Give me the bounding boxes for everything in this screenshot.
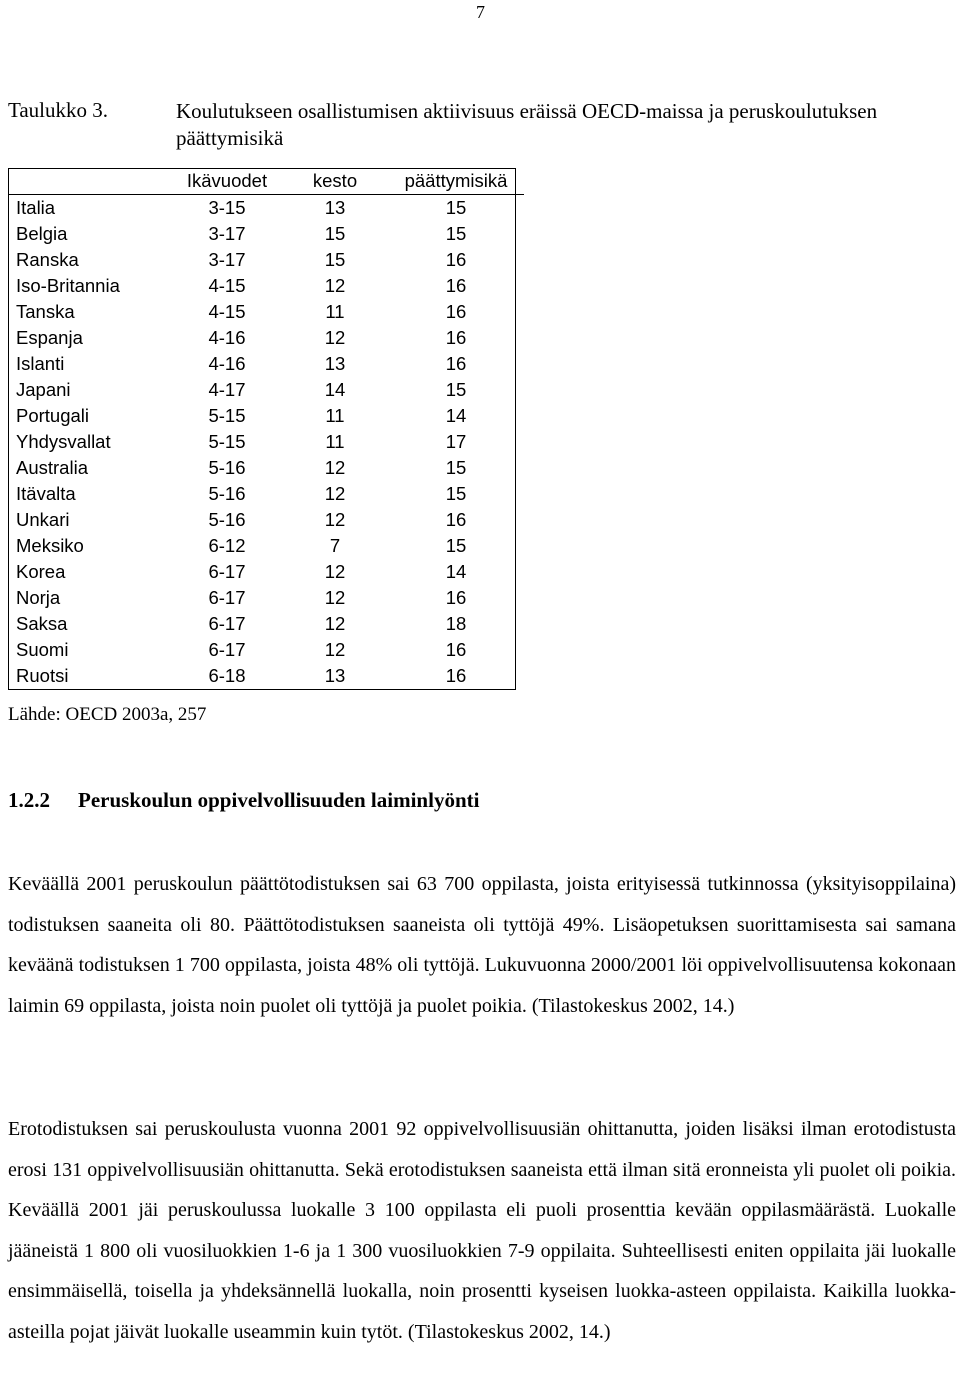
value-cell: 4-17 [208,379,246,400]
value-cell: 12 [324,483,346,504]
section-heading: Peruskoulun oppivelvollisuuden laiminlyönti [78,788,480,812]
country-cell: Ruotsi [16,665,69,686]
value-cell: 16 [445,665,467,686]
value-cell: 15 [445,483,467,504]
table-row [8,559,524,585]
value-cell: 5-16 [208,509,246,530]
value-cell: 5-15 [208,405,246,426]
value-cell: 6-17 [208,587,246,608]
column-header: Ikävuodet [172,168,282,195]
country-cell: Tanska [16,301,75,322]
value-cell: 12 [324,561,346,582]
table-row [8,507,524,533]
table-row [8,351,524,377]
value-cell: 12 [324,613,346,634]
table-row [8,273,524,299]
country-cell: Meksiko [16,535,84,556]
value-cell: 5-16 [208,483,246,504]
value-cell: 13 [324,353,346,374]
value-cell: 3-17 [208,223,246,244]
value-cell: 4-15 [208,301,246,322]
country-cell: Saksa [16,613,68,634]
value-cell: 3-15 [208,197,246,218]
value-cell: 12 [324,639,346,660]
value-cell: 4-16 [208,353,246,374]
country-cell: Portugali [16,405,90,426]
table-row [8,637,524,663]
table-body [8,168,524,689]
value-cell: 12 [324,275,346,296]
country-cell: Islanti [16,353,65,374]
table-row [8,325,524,351]
country-cell: Espanja [16,327,83,348]
country-cell: Itävalta [16,483,76,504]
value-cell: 14 [445,405,467,426]
value-cell: 4-15 [208,275,246,296]
country-cell: Unkari [16,509,70,530]
value-cell: 16 [445,509,467,530]
table-header-row [8,168,524,195]
country-cell: Suomi [16,639,69,660]
value-cell: 15 [324,223,346,244]
value-cell: 7 [329,535,341,556]
value-cell: 15 [445,379,467,400]
value-cell: 15 [445,457,467,478]
table-caption-title: Koulutukseen osallistumisen aktiivisuus eräissä OECD-maissa ja peruskoulutuksen päättymisikä [176,99,878,150]
value-cell: 11 [325,405,345,426]
country-cell: Italia [16,197,56,218]
value-cell: 5-16 [208,457,246,478]
body-paragraph: Erotodistuksen sai peruskoulusta vuonna 2001 92 oppivelvollisuusiän ohittanutta, joiden lisäksi ilman erotodistusta erosi 131 oppivelvollisuusiän ohittanutta. Sekä erotodistuksen saaneista että ilman sitä eronneista yli puolet oli poikia. Keväällä 2001 jäi peruskoulussa luokalle 3 100 oppilasta eli puoli prosenttia kevään oppilasmäärästä. Luokalle jääneistä 1 800 oli vuosiluokkien 1-6 ja 1 300 vuosiluokkien 7-9 oppilaita. Suhteellisesti eniten oppilaita jäi luokalle ensimmäisellä, toisella ja yhdeksännellä luokalla, noin prosentti kyseisen luokka-asteen oppilaista. Kaikilla luokka-asteilla pojat jäivät luokalle useammin kuin tytöt. (Tilastokeskus 2002, 14.) [8,1118,956,1343]
table-row [8,195,524,222]
value-cell: 16 [445,327,467,348]
column-header: päättymisikä [388,168,524,195]
table-row [8,403,524,429]
value-cell: 18 [445,613,467,634]
value-cell: 16 [445,353,467,374]
table-row [8,663,524,689]
page-number: 7 [476,2,485,22]
value-cell: 15 [445,197,467,218]
value-cell: 11 [325,431,345,452]
value-cell: 15 [445,223,467,244]
country-cell: Ranska [16,249,79,270]
value-cell: 14 [445,561,467,582]
value-cell: 12 [324,587,346,608]
table-row [8,533,524,559]
country-cell: Japani [16,379,71,400]
value-cell: 5-15 [208,431,246,452]
country-cell: Australia [16,457,88,478]
value-cell: 6-17 [208,561,246,582]
table-row [8,247,524,273]
country-cell: Norja [16,587,61,608]
table-row [8,299,524,325]
value-cell: 13 [324,197,346,218]
section-number: 1.2.2 [8,788,50,812]
value-cell: 15 [324,249,346,270]
table-row [8,221,524,247]
value-cell: 17 [445,431,467,452]
table-row [8,377,524,403]
value-cell: 16 [445,587,467,608]
column-header: kesto [282,168,388,195]
column-header [8,168,172,195]
table-caption-label: Taulukko 3. [8,98,109,122]
value-cell: 4-16 [208,327,246,348]
value-cell: 16 [445,275,467,296]
value-cell: 16 [445,639,467,660]
value-cell: 6-17 [208,639,246,660]
table-row [8,585,524,611]
value-cell: 15 [445,535,467,556]
table-row [8,611,524,637]
value-cell: 11 [325,301,345,322]
value-cell: 12 [324,327,346,348]
country-cell: Korea [16,561,66,582]
country-cell: Yhdysvallat [16,431,111,452]
value-cell: 12 [324,457,346,478]
country-cell: Iso-Britannia [16,275,120,296]
country-cell: Belgia [16,223,68,244]
value-cell: 16 [445,249,467,270]
table-source: Lähde: OECD 2003a, 257 [8,704,207,725]
table-row [8,455,524,481]
value-cell: 6-18 [208,665,246,686]
value-cell: 16 [445,301,467,322]
value-cell: 6-17 [208,613,246,634]
value-cell: 6-12 [208,535,246,556]
data-table [8,168,524,689]
value-cell: 14 [324,379,346,400]
value-cell: 13 [324,665,346,686]
body-paragraph: Keväällä 2001 peruskoulun päättötodistuksen sai 63 700 oppilasta, joista erityisessä tutkinnossa (yksityisoppilaina) todistuksen saaneita oli 80. Päättötodistuksen saaneista oli tyttöjä 49%. Lisäopetuksen suorittamisesta sai samana keväänä todistuksen 1 700 oppilasta, joista 48% oli tyttöjä. Lukuvuonna 2000/2001 löi oppivelvollisuutensa kokonaan laimin 69 oppilasta, joista noin puolet oli tyttöjä ja puolet poikia. (Tilastokeskus 2002, 14.) [8,873,956,1017]
value-cell: 12 [324,509,346,530]
table-row [8,429,524,455]
value-cell: 3-17 [208,249,246,270]
table-row [8,481,524,507]
